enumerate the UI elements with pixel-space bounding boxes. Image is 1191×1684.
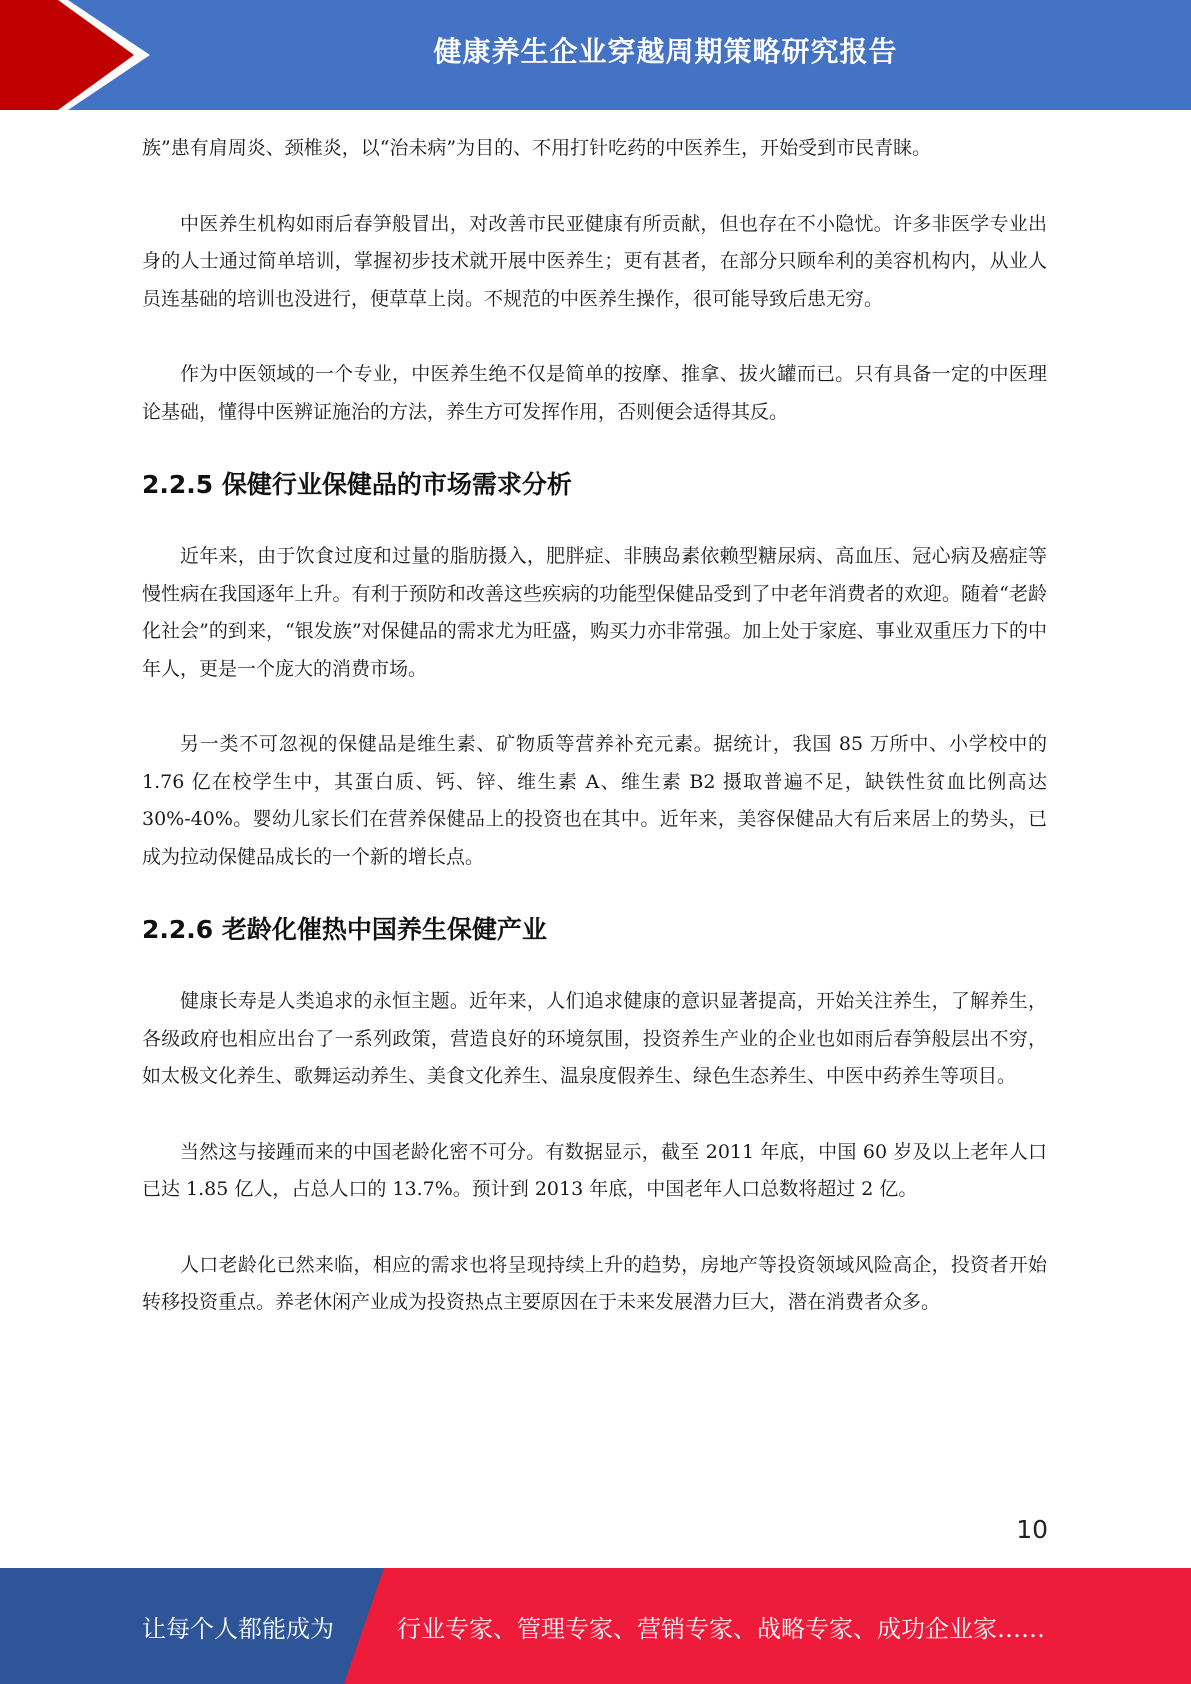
section-heading-2-2-6: 2.2.6 老龄化催热中国养生保健产业: [142, 915, 547, 944]
paragraph: 近年来，由于饮食过度和过量的脂肪摄入，肥胖症、非胰岛素依赖型糖尿病、高血压、冠心病及癌症等慢性病在我国逐年上升。有利于预防和改善这些疾病的功能型保健品受到了中老年消费者的欢迎。随着“老龄化社会”的到来，“银发族”对保健品的需求尤为旺盛，购买力亦非常强。加上处于家庭、事业双重压力下的中年人，更是一个庞大的消费市场。: [142, 545, 1047, 680]
footer-slogan-left: 让每个人都能成为: [142, 1614, 334, 1643]
report-body: [142, 130, 1047, 1322]
paragraph: 中医养生机构如雨后春笋般冒出，对改善市民亚健康有所贡献，但也存在不小隐忧。许多非医学专业出身的人士通过简单培训，掌握初步技术就开展中医养生；更有甚者，在部分只顾牟利的美容机构内，从业人员连基础的培训也没进行，便草草上岗。不规范的中医养生操作，很可能导致后患无穷。: [142, 212, 1047, 310]
page-number: 10: [1016, 1515, 1048, 1544]
footer-slogan-right: 行业专家、管理专家、营销专家、战略专家、成功企业家……: [397, 1614, 1045, 1643]
page-header: [0, 0, 1191, 110]
paragraph: 族”患有肩周炎、颈椎炎，以“治未病”为目的、不用打针吃药的中医养生，开始受到市民青睐。: [142, 137, 932, 159]
paragraph: 健康长寿是人类追求的永恒主题。近年来，人们追求健康的意识显著提高，开始关注养生，了解养生，各级政府也相应出台了一系列政策，营造良好的环境氛围，投资养生产业的企业也如雨后春笋般层出不穷，如太极文化养生、歌舞运动养生、美食文化养生、温泉度假养生、绿色生态养生、中医中药养生等项目。: [142, 990, 1047, 1087]
header-title: 健康养生企业穿越周期策略研究报告: [433, 35, 898, 68]
section-heading-2-2-5: 2.2.5 保健行业保健品的市场需求分析: [142, 470, 572, 499]
paragraph: 当然这与接踵而来的中国老龄化密不可分。有数据显示，截至 2011 年底，中国 60 岁及以上老年人口已达 1.85 亿人，占总人口的 13.7%。预计到 2013 年底，中国老年人口总数将超过 2 亿。: [142, 1140, 1047, 1200]
paragraph: 人口老龄化已然来临，相应的需求也将呈现持续上升的趋势，房地产等投资领域风险高企，投资者开始转移投资重点。养老休闲产业成为投资热点主要原因在于未来发展潜力巨大，潜在消费者众多。: [142, 1253, 1047, 1313]
header-chevron-graphic: [0, 0, 150, 110]
page-footer: [0, 1568, 1191, 1684]
paragraph: 作为中医领域的一个专业，中医养生绝不仅是简单的按摩、推拿、拔火罐而已。只有具备一定的中医理论基础，懂得中医辨证施治的方法，养生方可发挥作用，否则便会适得其反。: [142, 363, 1047, 423]
paragraph: 另一类不可忽视的保健品是维生素、矿物质等营养补充元素。据统计，我国 85 万所中、小学校中的 1.76 亿在校学生中，其蛋白质、钙、锌、维生素 A、维生素 B2 摄取普遍不足，缺铁性贫血比例高达 30%-40%。婴幼儿家长们在营养保健品上的投资也在其中。近年来，美容保健品大有后来居上的势头，已成为拉动保健品成长的一个新的增长点。: [142, 733, 1047, 868]
